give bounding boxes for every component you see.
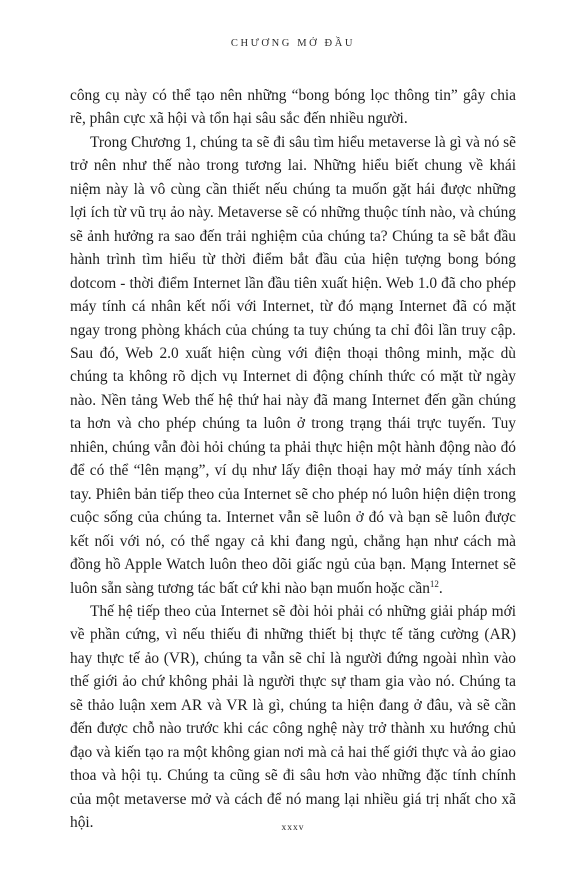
paragraph-end-punctuation: . (438, 579, 443, 597)
endnote-reference: 12 (429, 578, 439, 589)
paragraph-chapter-1 (70, 131, 516, 600)
running-head: CHƯƠNG MỞ ĐẦU (230, 38, 356, 49)
paragraph-text: Trong Chương 1, chúng ta sẽ đi sâu tìm hiểu metaverse là gì và nó sẽ trở nên như thế nào trong tương lai. Những hiểu biết chung về khái niệm này là vô cùng cần thiết nếu chúng ta muốn gặt hái được những lợi ích từ vũ trụ ảo này. Metaverse sẽ có những thuộc tính nào, và chúng sẽ ảnh hưởng ra sao đến trải nghiệm của chúng ta? Chúng ta sẽ bắt đầu hành trình tìm hiểu từ thời điểm bắt đầu của hiện tượng bong bóng dotcom - thời điểm Internet lần đầu tiên xuất hiện. Web 1.0 đã cho phép máy tính cá nhân kết nối với Internet, từ đó mạng Internet đã có mặt ngay trong phòng khách của chúng ta tuy chúng ta chỉ đôi lần truy cập. Sau đó, Web 2.0 xuất hiện cùng với điện thoại thông minh, mặc dù chúng ta không rõ dịch vụ Internet di động chính thức có mặt từ ngày nào. Nền tảng Web thế hệ thứ hai này đã mang Internet đến gần chúng ta hơn và cho phép chúng ta luôn ở trong trạng thái trực tuyến. Tuy nhiên, chúng vẫn đòi hỏi chúng ta phải thực hiện một hành động nào đó để có thể “lên mạng”, ví dụ như lấy điện thoại hay mở máy tính xách tay. Phiên bản tiếp theo của Internet sẽ cho phép nó luôn hiện diện trong cuộc sống của chúng ta. Internet vẫn sẽ luôn ở đó và bạn sẽ luôn được kết nối với nó, có thể ngay cả khi đang ngủ, chẳng hạn như cách mà đồng hồ Apple Watch luôn theo dõi giấc ngủ của bạn. Mạng Internet sẽ luôn sẵn sàng tương tác bất cứ khi nào bạn muốn hoặc cần (70, 133, 516, 597)
page-number: xxxv (281, 823, 305, 833)
paragraph-continuation: công cụ này có thể tạo nên những “bong bóng lọc thông tin” gây chia rẽ, phân cực xã hội và tổn hại sâu sắc đến nhiều người. (70, 87, 516, 128)
body-text (70, 84, 516, 835)
paragraph-next-generation: Thế hệ tiếp theo của Internet sẽ đòi hỏi phải có những giải pháp mới về phần cứng, vì nếu thiếu đi những thiết bị thực tế tăng cường (AR) hay thực tế ảo (VR), chúng ta vẫn sẽ chỉ là người đứng ngoài nhìn vào thế giới ảo chứ không phải là người thực sự tham gia vào nó. Chúng ta sẽ thảo luận xem AR và VR là gì, chúng ta hiện đang ở đâu, và sẽ cần đến được chỗ nào trước khi các công nghệ này trở thành xu hướng chủ đạo và kiến tạo ra một không gian nơi mà cả hai thế giới thực và ảo giao thoa và hội tụ. Chúng ta cũng sẽ đi sâu hơn vào những đặc tính chính của một metaverse mở và cách để nó mang lại nhiều giá trị nhất cho xã hội. (70, 602, 516, 832)
